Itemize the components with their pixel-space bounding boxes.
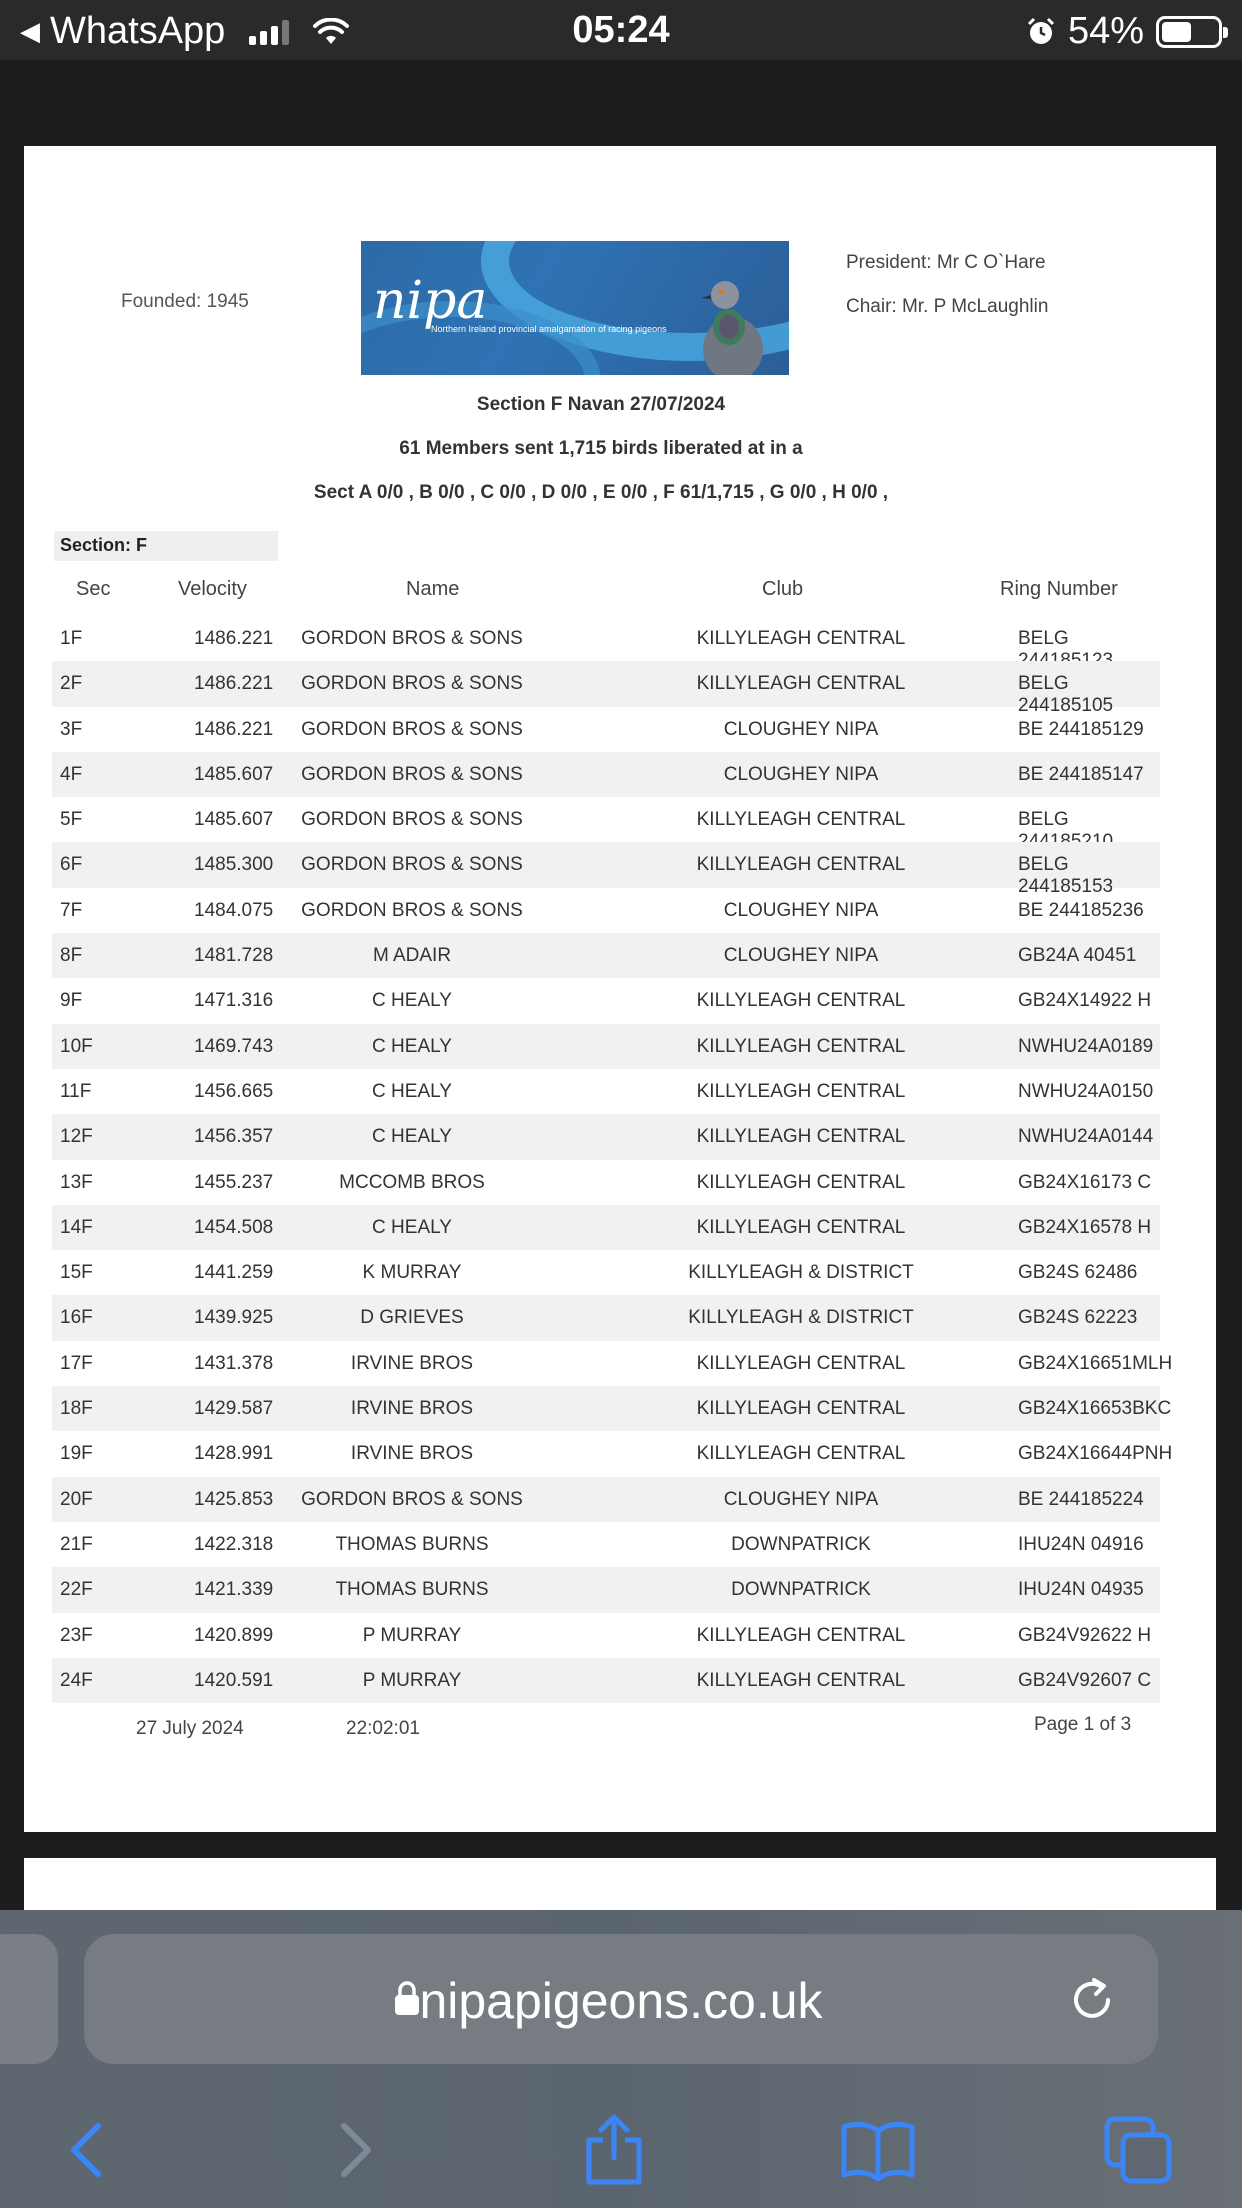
velocity-cell: 1484.075 (194, 899, 274, 921)
sec-cell: 14F (60, 1216, 93, 1238)
name-cell: GORDON BROS & SONS (301, 628, 523, 649)
race-subtitle: 61 Members sent 1,715 birds liberated at in a (399, 438, 803, 459)
club-cell: CLOUGHEY NIPA (723, 1488, 879, 1510)
table-row (52, 933, 1160, 978)
velocity-cell: 1486.221 (194, 718, 274, 740)
table-row (52, 616, 1160, 661)
ring-number-cell: IHU24N 04935 (1018, 1579, 1144, 1601)
share-icon (583, 2114, 645, 2186)
previous-tab-preview[interactable] (0, 1934, 58, 2064)
pigeon-icon (689, 269, 769, 375)
club-cell: KILLYLEAGH CENTRAL (696, 1669, 906, 1691)
velocity-cell: 1420.591 (194, 1669, 274, 1691)
status-bar (0, 0, 1242, 60)
sec-cell: 24F (60, 1669, 93, 1691)
back-button[interactable] (46, 2110, 126, 2190)
sec-cell: 3F (60, 718, 83, 740)
section-label: Section: F (54, 531, 278, 561)
sec-cell: 9F (60, 990, 83, 1012)
logo-brand-text: nipa (373, 271, 488, 331)
chair-text: Chair: Mr. P McLaughlin (846, 296, 1049, 317)
sec-cell: 4F (60, 763, 83, 785)
name-cell: P MURRAY (362, 1624, 462, 1646)
velocity-cell: 1481.728 (194, 945, 274, 967)
sec-cell: 6F (60, 854, 83, 876)
name-cell: IRVINE BROS (350, 1398, 474, 1420)
column-header-velocity: Velocity (178, 578, 247, 600)
name-cell: GORDON BROS & SONS (301, 1488, 523, 1510)
sec-cell: 15F (60, 1262, 93, 1284)
name-cell: P MURRAY (362, 1669, 462, 1691)
club-cell: KILLYLEAGH CENTRAL (696, 1171, 906, 1193)
logo-tagline: Northern Ireland provincial amalgamation of racing pigeons (431, 324, 667, 334)
sections-summary: Sect A 0/0 , B 0/0 , C 0/0 , D 0/0 , E 0/0 , F 61/1,715 , G 0/0 , H 0/0 , (313, 482, 889, 503)
club-cell: CLOUGHEY NIPA (723, 899, 879, 921)
velocity-cell: 1454.508 (194, 1216, 274, 1238)
table-row (52, 842, 1160, 898)
bookmarks-icon (840, 2119, 916, 2181)
ring-number-cell: BELG (1018, 628, 1069, 649)
name-cell: GORDON BROS & SONS (301, 763, 523, 785)
table-row (52, 707, 1160, 752)
name-cell: GORDON BROS & SONS (301, 673, 523, 695)
sec-cell: 23F (60, 1624, 93, 1646)
sec-cell: 17F (60, 1352, 93, 1374)
table-row (52, 1160, 1160, 1205)
ring-number-cell: NWHU24A0150 (1018, 1080, 1154, 1102)
club-cell: DOWNPATRICK (731, 1579, 871, 1601)
name-cell: MCCOMB BROS (339, 1171, 485, 1193)
table-row (52, 1431, 1173, 1476)
table-row (52, 752, 1160, 797)
name-cell: C HEALY (372, 1035, 452, 1057)
alarm-icon (1026, 17, 1056, 47)
table-row (52, 978, 1160, 1023)
name-cell: GORDON BROS & SONS (301, 899, 523, 921)
sec-cell: 1F (60, 628, 83, 649)
results-table (52, 616, 1173, 1703)
ring-number-cell: BE 244185224 (1018, 1488, 1144, 1510)
name-cell: C HEALY (372, 1080, 452, 1102)
back-app-label: WhatsApp (50, 10, 226, 52)
name-cell: GORDON BROS & SONS (301, 854, 523, 876)
velocity-cell: 1431.378 (194, 1352, 274, 1374)
sec-cell: 5F (60, 809, 83, 831)
name-cell: GORDON BROS & SONS (301, 809, 523, 831)
name-cell: GORDON BROS & SONS (301, 718, 523, 740)
name-cell: IRVINE BROS (350, 1352, 474, 1374)
share-button[interactable] (574, 2110, 654, 2190)
velocity-cell: 1422.318 (194, 1533, 274, 1555)
club-cell: KILLYLEAGH CENTRAL (696, 1080, 906, 1102)
table-row (52, 1613, 1160, 1658)
velocity-cell: 1428.991 (194, 1443, 274, 1465)
sec-cell: 8F (60, 945, 83, 967)
sec-cell: 20F (60, 1488, 93, 1510)
table-row (52, 1114, 1160, 1159)
pdf-page (24, 146, 1216, 1832)
forward-button[interactable] (316, 2110, 396, 2190)
club-cell: KILLYLEAGH CENTRAL (696, 990, 906, 1012)
table-row (52, 888, 1160, 933)
velocity-cell: 1439.925 (194, 1307, 274, 1329)
footer-page-number: Page 1 of 3 (1034, 1714, 1132, 1735)
founded-text: Founded: 1945 (121, 291, 249, 312)
ring-number-cell: GB24S 62223 (1018, 1307, 1138, 1329)
club-cell: KILLYLEAGH CENTRAL (696, 1126, 906, 1148)
table-row (52, 1386, 1172, 1431)
reload-icon[interactable] (1064, 1972, 1120, 2028)
club-cell: CLOUGHEY NIPA (723, 945, 879, 967)
name-cell: C HEALY (372, 990, 452, 1012)
table-row (52, 1250, 1160, 1295)
column-header-name: Name (406, 578, 460, 600)
table-row (52, 661, 1160, 717)
browser-bottom-bar (0, 1910, 1242, 2208)
name-cell: C HEALY (372, 1216, 452, 1238)
ring-number-cell: GB24X16644PNH (1018, 1443, 1173, 1465)
ring-number-cell: BE 244185236 (1018, 899, 1144, 921)
table-row (52, 1069, 1160, 1114)
table-row (52, 1477, 1160, 1522)
club-cell: KILLYLEAGH CENTRAL (696, 1352, 906, 1374)
sec-cell: 18F (60, 1398, 93, 1420)
footer-time: 22:02:01 (346, 1718, 420, 1739)
table-row (52, 1024, 1160, 1069)
battery-percent: 54% (1067, 10, 1144, 52)
sec-cell: 10F (60, 1035, 93, 1057)
table-row (52, 1295, 1160, 1340)
club-cell: KILLYLEAGH CENTRAL (696, 628, 906, 649)
club-cell: CLOUGHEY NIPA (723, 718, 879, 740)
battery-level (1162, 22, 1191, 42)
column-header-ring-number: Ring Number (1000, 578, 1118, 600)
name-cell: C HEALY (372, 1126, 452, 1148)
ring-number-cell: BELG (1018, 809, 1069, 831)
velocity-cell: 1469.743 (194, 1035, 274, 1057)
table-row (52, 797, 1160, 842)
sec-cell: 16F (60, 1307, 93, 1329)
ring-number-cell: GB24X14922 H (1018, 990, 1152, 1012)
ring-number-cell: GB24X16651MLH (1018, 1352, 1173, 1374)
name-cell: D GRIEVES (360, 1307, 464, 1329)
sec-cell: 12F (60, 1126, 93, 1148)
ring-number-cell: GB24V92607 C (1018, 1669, 1152, 1691)
ring-number-cell: GB24X16173 C (1018, 1171, 1152, 1193)
ring-number-cell: IHU24N 04916 (1018, 1533, 1144, 1555)
club-cell: KILLYLEAGH CENTRAL (696, 854, 906, 876)
sec-cell: 21F (60, 1533, 93, 1555)
ring-number-cell: NWHU24A0144 (1018, 1126, 1154, 1148)
velocity-cell: 1485.607 (194, 763, 274, 785)
ring-number-cell: BELG 244185153 (1018, 854, 1114, 898)
sec-cell: 7F (60, 899, 83, 921)
tabs-icon (1103, 2115, 1173, 2185)
velocity-cell: 1420.899 (194, 1624, 274, 1646)
sec-cell: 13F (60, 1171, 93, 1193)
sec-cell: 2F (60, 673, 83, 695)
ring-number-cell: GB24A 40451 (1018, 945, 1137, 967)
footer-date: 27 July 2024 (136, 1718, 244, 1739)
bookmarks-button[interactable] (838, 2110, 918, 2190)
status-right (1026, 10, 1222, 53)
ring-number-cell: BELG 244185105 (1018, 673, 1114, 717)
club-cell: DOWNPATRICK (731, 1533, 871, 1555)
velocity-cell: 1425.853 (194, 1488, 274, 1510)
club-cell: KILLYLEAGH CENTRAL (696, 673, 906, 695)
sec-cell: 19F (60, 1443, 93, 1465)
club-cell: KILLYLEAGH & DISTRICT (688, 1262, 914, 1284)
ring-number-cell: BE 244185129 (1018, 718, 1144, 740)
velocity-cell: 1486.221 (194, 673, 274, 695)
name-cell: K MURRAY (362, 1262, 462, 1284)
tabs-button[interactable] (1098, 2110, 1178, 2190)
table-row (52, 1205, 1160, 1250)
ring-number-cell: NWHU24A0189 (1018, 1035, 1154, 1057)
velocity-cell: 1485.300 (194, 854, 274, 876)
club-cell: KILLYLEAGH CENTRAL (696, 1624, 906, 1646)
column-header-sec: Sec (76, 578, 111, 600)
club-cell: KILLYLEAGH CENTRAL (696, 1216, 906, 1238)
ring-number-cell: BE 244185147 (1018, 763, 1144, 785)
clock: 05:24 (572, 9, 670, 51)
battery-icon (1156, 16, 1222, 48)
nipa-logo (361, 241, 789, 375)
president-text: President: Mr C O`Hare (846, 252, 1046, 273)
table-row (52, 1341, 1173, 1386)
velocity-cell: 1441.259 (194, 1262, 274, 1284)
ring-number-cell: GB24S 62486 (1018, 1262, 1138, 1284)
url-text: nipapigeons.co.uk (419, 1973, 823, 2029)
table-row (52, 1522, 1160, 1567)
table-row (52, 1567, 1160, 1612)
name-cell: IRVINE BROS (350, 1443, 474, 1465)
velocity-cell: 1471.316 (194, 990, 274, 1012)
club-cell: KILLYLEAGH CENTRAL (696, 1035, 906, 1057)
velocity-cell: 1485.607 (194, 809, 274, 831)
ring-number-cell: GB24X16653BKC (1018, 1398, 1172, 1420)
sec-cell: 11F (60, 1080, 92, 1102)
club-cell: KILLYLEAGH & DISTRICT (688, 1307, 914, 1329)
ring-number-cell: GB24X16578 H (1018, 1216, 1152, 1238)
ring-number-cell: GB24V92622 H (1018, 1624, 1152, 1646)
name-cell: THOMAS BURNS (335, 1579, 489, 1601)
velocity-cell: 1421.339 (194, 1579, 274, 1601)
club-cell: KILLYLEAGH CENTRAL (696, 1443, 906, 1465)
name-cell: THOMAS BURNS (335, 1533, 489, 1555)
column-header-club: Club (762, 578, 804, 600)
name-cell: M ADAIR (372, 945, 452, 967)
club-cell: KILLYLEAGH CENTRAL (696, 809, 906, 831)
back-triangle-icon: ◀ (20, 16, 40, 46)
velocity-cell: 1429.587 (194, 1398, 274, 1420)
back-arrow-icon (66, 2120, 106, 2180)
club-cell: KILLYLEAGH CENTRAL (696, 1398, 906, 1420)
velocity-cell: 1456.665 (194, 1080, 274, 1102)
velocity-cell: 1455.237 (194, 1171, 274, 1193)
sec-cell: 22F (60, 1579, 93, 1601)
table-row (52, 1658, 1160, 1703)
race-title: Section F Navan 27/07/2024 (476, 394, 726, 415)
velocity-cell: 1456.357 (194, 1126, 274, 1148)
address-bar[interactable] (84, 1934, 1158, 2064)
velocity-cell: 1486.221 (194, 628, 274, 649)
forward-arrow-icon (336, 2120, 376, 2180)
club-cell: CLOUGHEY NIPA (723, 763, 879, 785)
